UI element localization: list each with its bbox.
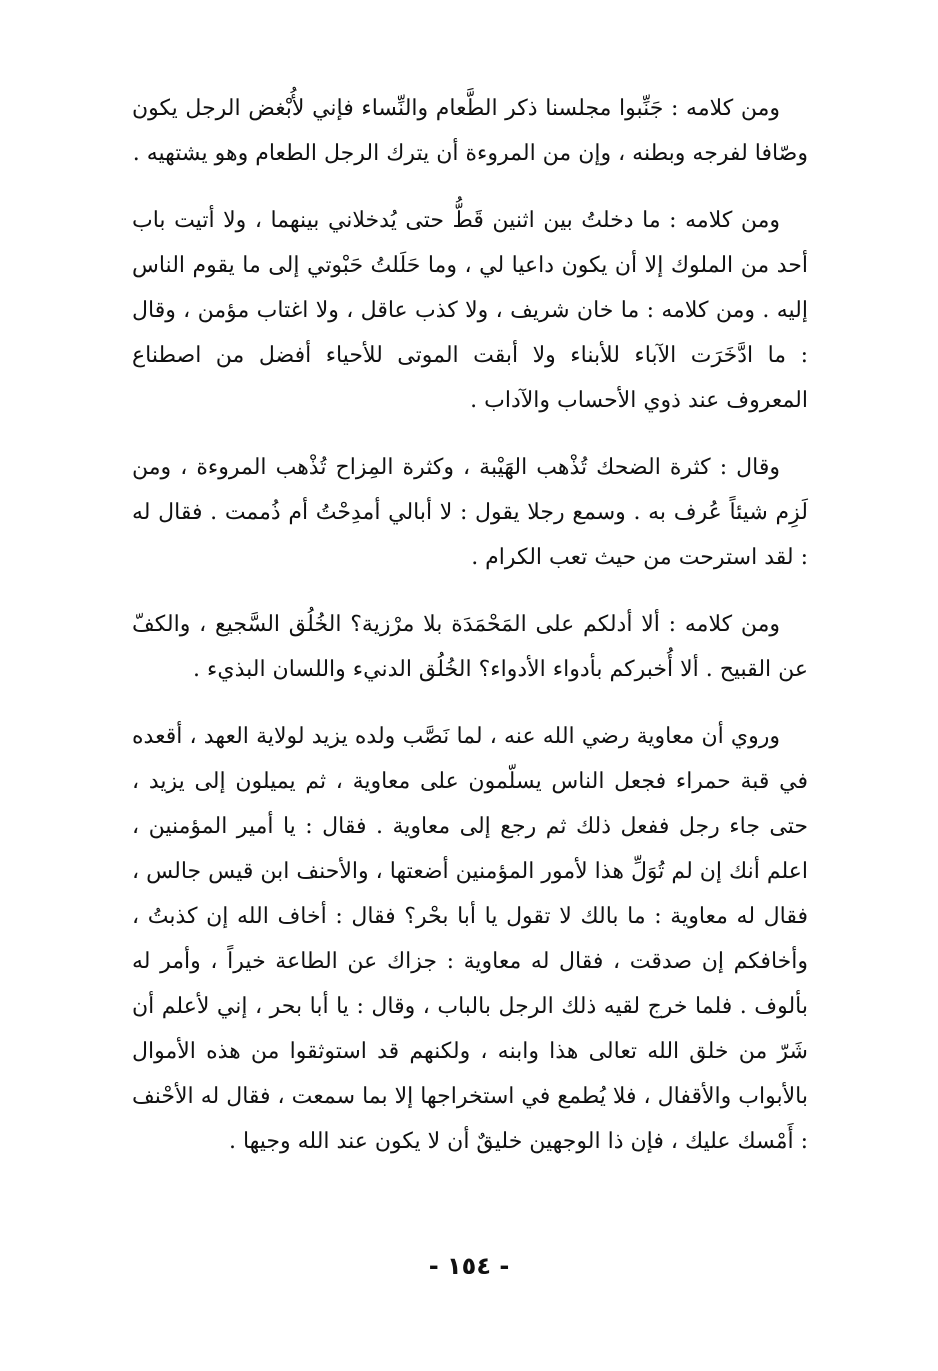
paragraph-2: ومن كلامه : ما دخلتُ بين اثنين قَطُّ حتى يُدخلاني بينهما ، ولا أتيت باب أحد من الملوك إلا أن يكون داعيا لي ، وما حَلَلتُ حَبْوتي إلى ما يقوم الناس إليه . ومن كلامه : ما خان شريف ، ولا كذب عاقل ، ولا اغتاب مؤمن ، وقال : ما ادَّخَرَت الآباء للأبناء ولا أبقت الموتى للأحياء أفضل من اصطناع المعروف عند ذوي الأحساب والآداب . (132, 208, 809, 413)
page-body (132, 86, 808, 1164)
paragraph-1: ومن كلامه : جَنِّبوا مجلسنا ذكر الطَّعام والنِّساء فإني لأُبْغض الرجل يكون وصّافا لفرجه وبطنه ، وإن من المروءة أن يترك الرجل الطعام وهو يشتهيه . (132, 96, 808, 166)
paragraph-4: ومن كلامه : ألا أدلكم على المَحْمَدَة بلا مرْزية؟ الخُلُق السَّجيع ، والكفّ عن القبيح . ألا أُخبركم بأدواء الأدواء؟ الخُلُق الدنيء واللسان البذيء . (132, 612, 808, 682)
paragraph-5: وروي أن معاوية رضي الله عنه ، لما نَصَّب ولده يزيد لولاية العهد ، أقعده في قبة حمراء فجعل الناس يسلّمون على معاوية ، ثم يميلون إلى يزيد ، حتى جاء رجل ففعل ذلك ثم رجع إلى معاوية . فقال : يا أمير المؤمنين ، اعلم أنك إن لم تُوَلِّ هذا لأمور المؤمنين أضعتها ، والأحنف ابن قيس جالس ، فقال له معاوية : ما بالك لا تقول يا أبا بحْر؟ فقال : أخاف الله إن كذبتُ ، وأخافكم إن صدقت ، فقال له معاوية : جزاك عن الطاعة خيراً ، وأمر له بألوف . فلما خرج لقيه ذلك الرجل بالباب ، وقال : يا أبا بحر ، إني لأعلم أن شَرّ من خلق الله تعالى هذا وابنه ، ولكنهم قد استوثقوا من هذه الأموال بالأبواب والأقفال ، فلا يُطمع في استخراجها إلا بما سمعت ، فقال له الأحْنف : أَمْسك عليك ، فإن ذا الوجهين خليقٌ أن لا يكون عند الله وجيها . (132, 724, 808, 1154)
paragraph-3: وقال : كثرة الضحك تُذْهب الهَيْبة ، وكثرة المِزاح تُذْهب المروءة ، ومن لَزِم شيئاً عُرف به . وسمع رجلا يقول : لا أبالي أمدِحْتُ أم ذُممت . فقال له : لقد استرحت من حيث تعب الكرام . (132, 455, 808, 570)
page-number: - ١٥٤ - (428, 1252, 510, 1280)
